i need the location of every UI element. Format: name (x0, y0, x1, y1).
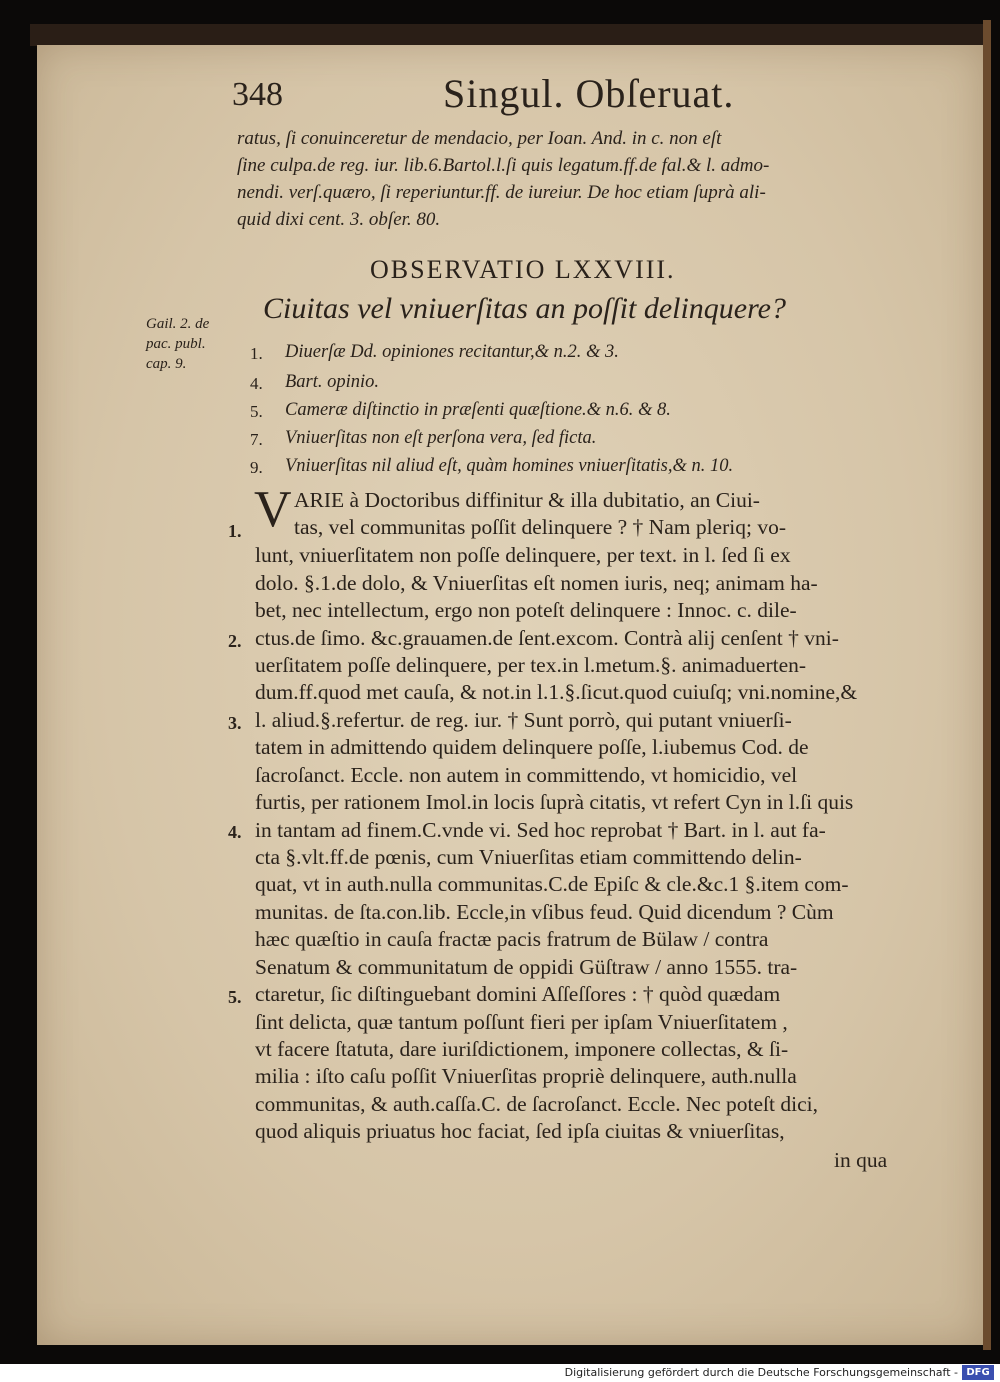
body-line: milia : iſto caſu poſſit Vniuerſitas propriè delinquere, auth.nulla (255, 1064, 797, 1088)
margin-number: 1. (228, 521, 242, 541)
margin-note: Gail. 2. de (146, 316, 210, 332)
body-line: Senatum & communitatum de oppidi Güſtraw / anno 1555. tra- (255, 955, 798, 979)
summary-text: Bart. opinio. (285, 372, 380, 392)
summary-number: 5. (250, 402, 263, 421)
margin-note: pac. publ. (146, 336, 206, 352)
body-line: munitas. de ſta.con.lib. Eccle,in vſibus feud. Quid dicendum ? Cùm (255, 900, 834, 924)
body-line: lunt, vniuerſitatem non poſſe delinquere, per text. in l. ſed ſi ex (255, 543, 791, 567)
body-line: tas, vel communitas poſſit delinquere ? † Nam pleriq; vo- (294, 515, 786, 539)
running-title: Singul. Obſeruat. (443, 71, 735, 116)
body-line: ſint delicta, quæ tantum poſſunt fieri per ipſam Vniuerſitatem , (255, 1010, 788, 1034)
body-line: ſacroſanct. Eccle. non autem in committendo, vt homicidio, vel (255, 763, 798, 787)
body-line: quat, vt in auth.nulla communitas.C.de Epiſc & cle.&c.1 §.item com- (255, 872, 849, 896)
summary-text: Cameræ diſtinctio in præſenti quæſtione.& n.6. & 8. (285, 400, 671, 420)
summary-number: 4. (250, 374, 263, 393)
body-line: furtis, per rationem Imol.in locis ſuprà citatis, vt refert Cyn in l.ſi quis (255, 790, 854, 814)
body-line: hæc quæſtio in cauſa fractæ pacis fratrum de Bülaw / contra (255, 927, 769, 951)
dfg-logo: DFG (962, 1365, 994, 1380)
margin-number: 5. (228, 987, 242, 1007)
margin-number: 2. (228, 631, 242, 651)
summary-number: 7. (250, 430, 263, 449)
observation-question: Ciuitas vel vniuerſitas an poſſit delinquere? (263, 292, 786, 325)
body-line: dum.ff.quod met cauſa, & not.in l.1.§.ſicut.quod cuiuſq; vni.nomine,& (255, 680, 858, 704)
continuation-line: quid dixi cent. 3. obſer. 80. (237, 209, 441, 230)
body-line: cta §.vlt.ff.de pœnis, cum Vniuerſitas etiam committendo delin- (255, 845, 802, 869)
body-line: ARIE à Doctoribus diffinitur & illa dubitatio, an Ciui- (294, 488, 760, 512)
body-line: ctus.de ſimo. &c.grauamen.de ſent.excom. Contrà alij cenſent † vni- (255, 626, 839, 650)
body-line: dolo. §.1.de dolo, & Vniuerſitas eſt nomen iuris, neq; animam ha- (255, 571, 818, 595)
margin-number: 3. (228, 713, 242, 733)
book-right-edge (983, 20, 991, 1350)
body-line: ctaretur, ſic diſtinguebant domini Aſſeſſores : † quòd quædam (255, 982, 781, 1006)
summary-text: Vniuerſitas non eſt perſona vera, ſed ficta. (285, 428, 597, 448)
body-line: bet, nec intellectum, ergo non poteſt delinquere : Innoc. c. dile- (255, 598, 797, 622)
footer-credit: Digitalisierung gefördert durch die Deutsche Forschungsgemeinschaft - (564, 1366, 958, 1379)
body-line: in tantam ad finem.C.vnde vi. Sed hoc reprobat † Bart. in l. aut fa- (255, 818, 826, 842)
body-line: communitas, & auth.caſſa.C. de ſacroſanct. Eccle. Nec poteſt dici, (255, 1092, 818, 1116)
observation-title: OBSERVATIO LXXVIII. (370, 255, 676, 284)
continuation-line: ſine culpa.de reg. iur. lib.6.Bartol.l.ſi quis legatum.ff.de fal.& l. admo- (237, 155, 770, 176)
continuation-line: ratus, ſi conuinceretur de mendacio, per Ioan. And. in c. non eſt (237, 128, 722, 149)
page-number: 348 (232, 76, 283, 113)
body-line: uerſitatem poſſe delinquere, per tex.in l.metum.§. animaduerten- (255, 653, 807, 677)
summary-number: 1. (250, 344, 263, 363)
catchword: in qua (834, 1148, 888, 1172)
book-top-edge (30, 24, 988, 46)
margin-number: 4. (228, 822, 242, 842)
margin-note: cap. 9. (146, 356, 187, 372)
body-line: vt facere ſtatuta, dare iuriſdictionem, imponere collectas, & ſi- (255, 1037, 789, 1061)
drop-cap: V (254, 481, 292, 538)
body-line: quod aliquis priuatus hoc faciat, ſed ipſa ciuitas & vniuerſitas, (255, 1119, 785, 1143)
body-line: tatem in admittendo quidem delinquere poſſe, l.iubemus Cod. de (255, 735, 809, 759)
body-line: l. aliud.§.refertur. de reg. iur. † Sunt porrò, qui putant vniuerſi- (255, 708, 792, 732)
summary-text: Vniuerſitas nil aliud eſt, quàm homines vniuerſitatis,& n. 10. (285, 456, 734, 476)
summary-text: Diuerſæ Dd. opiniones recitantur,& n.2. & 3. (285, 342, 619, 362)
continuation-line: nendi. verſ.quæro, ſi reperiuntur.ff. de iureiur. De hoc etiam ſuprà ali- (237, 182, 766, 203)
summary-number: 9. (250, 458, 263, 477)
